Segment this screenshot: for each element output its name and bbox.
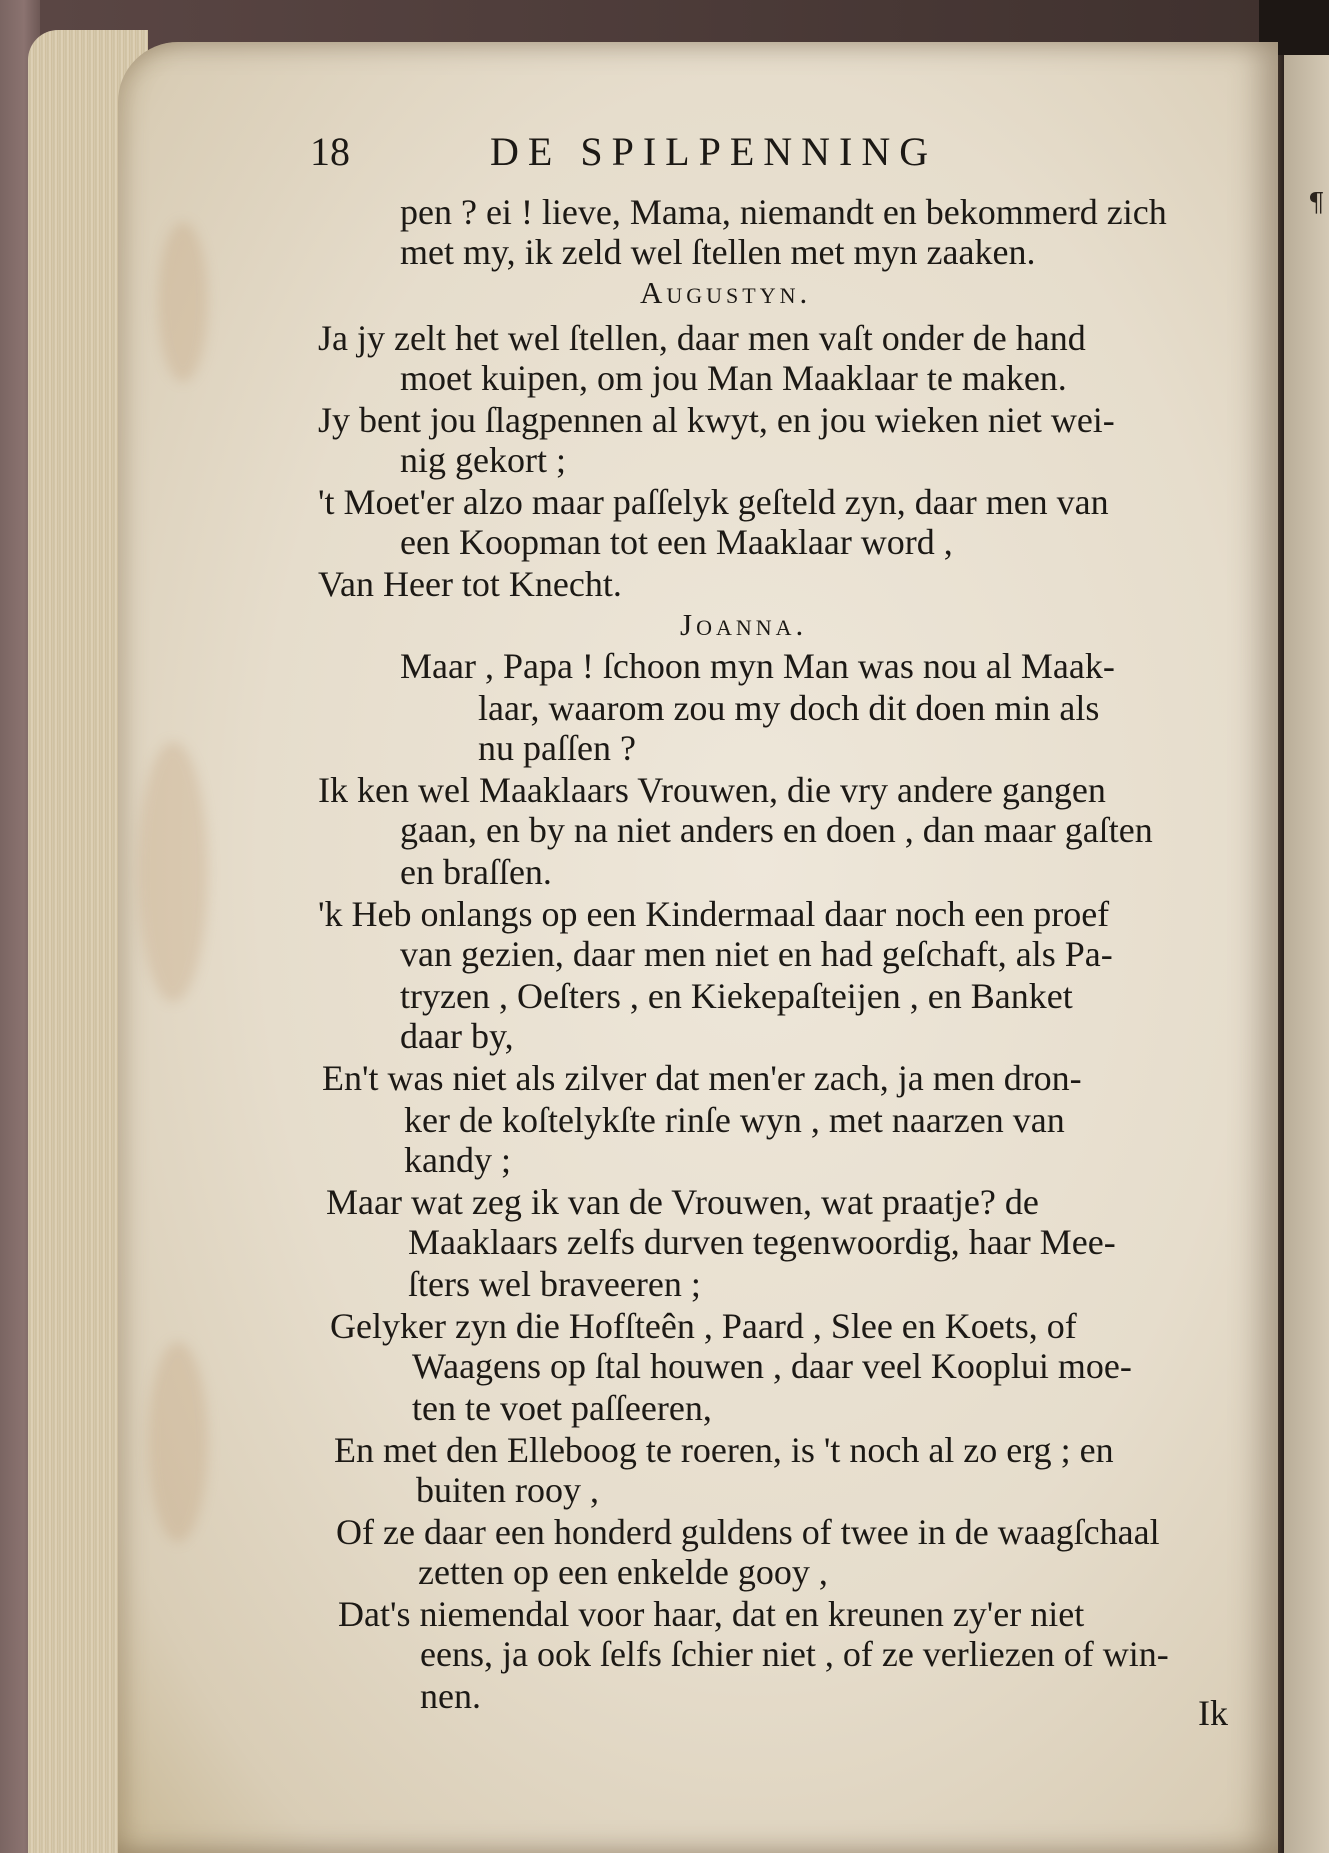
foxing-stain	[148, 1342, 208, 1542]
text-line: Maar , Papa ! ſchoon myn Man was nou al Maak-	[400, 646, 1115, 686]
text-line: Jy bent jou ſlagpennen al kwyt, en jou wieken niet wei-	[318, 400, 1115, 440]
text-line: buiten rooy ,	[416, 1470, 599, 1510]
text-line: van gezien, daar men niet en had geſchaft, als Pa-	[400, 934, 1113, 974]
text-line: pen ? ei ! lieve, Mama, niemandt en bekommerd zich	[400, 192, 1167, 232]
text-line: eens, ja ook ſelfs ſchier niet , of ze verliezen of win-	[420, 1634, 1169, 1674]
text-line: moet kuipen, om jou Man Maaklaar te maken.	[400, 358, 1067, 398]
text-line: Waagens op ſtal houwen , daar veel Kooplui moe-	[412, 1346, 1132, 1386]
text-line: Maaklaars zelfs durven tegenwoordig, haar Mee-	[408, 1222, 1116, 1262]
text-line: ſters wel braveeren ;	[408, 1264, 701, 1304]
text-line: En't was niet als zilver dat men'er zach, ja men dron-	[322, 1058, 1082, 1098]
speaker-heading: Joanna.	[680, 607, 808, 642]
text-line: nen.	[420, 1676, 481, 1716]
catchword: Ik	[1198, 1693, 1228, 1733]
text-line: 't Moet'er alzo maar paſſelyk geſteld zyn, daar men van	[318, 482, 1109, 522]
text-line: Ik ken wel Maaklaars Vrouwen, die vry andere gangen	[318, 770, 1106, 810]
text-line: nig gekort ;	[400, 440, 566, 480]
text-line: Van Heer tot Knecht.	[318, 564, 622, 604]
speaker-heading: Augustyn.	[640, 275, 812, 310]
text-line: En met den Elleboog te roeren, is 't noch al zo erg ; en	[334, 1430, 1114, 1470]
text-line: een Koopman tot een Maaklaar word ,	[400, 522, 953, 562]
text-line: ker de koſtelykſte rinſe wyn , met naarzen van	[404, 1100, 1065, 1140]
text-line: Of ze daar een honderd guldens of twee in de waagſchaal	[336, 1512, 1160, 1552]
text-line: daar by,	[400, 1016, 514, 1056]
text-line: Dat's niemendal voor haar, dat en kreunen zy'er niet	[338, 1594, 1085, 1634]
text-line: Maar wat zeg ik van de Vrouwen, wat praatje? de	[326, 1182, 1039, 1222]
text-line: 'k Heb onlangs op een Kindermaal daar noch een proef	[318, 894, 1110, 934]
text-line: en braſſen.	[400, 852, 552, 892]
text-line: kandy ;	[404, 1140, 511, 1180]
text-line: nu paſſen ?	[478, 728, 636, 768]
foxing-stain	[158, 222, 208, 382]
page-number: 18	[310, 129, 350, 174]
text-line: Gelyker zyn die Hofſteên , Paard , Slee en Koets, of	[330, 1306, 1077, 1346]
running-title: DE SPILPENNING	[490, 129, 938, 174]
text-line: gaan, en by na niet anders en doen , dan maar gaſten	[400, 810, 1153, 850]
text-line: zetten op een enkelde gooy ,	[418, 1552, 828, 1592]
text-line: tryzen , Oeſters , en Kiekepaſteijen , en Banket	[400, 976, 1073, 1016]
text-line: Ja jy zelt het wel ſtellen, daar men vaſt onder de hand	[318, 318, 1086, 358]
text-line: ten te voet paſſeeren,	[412, 1388, 712, 1428]
facing-page-mark: ¶	[1308, 188, 1325, 218]
running-head	[310, 128, 1050, 178]
foxing-stain	[138, 742, 208, 1002]
text-line: met my, ik zeld wel ſtellen met myn zaaken.	[400, 232, 1036, 272]
facing-page	[1284, 20, 1329, 1853]
text-line: laar, waarom zou my doch dit doen min als	[478, 688, 1100, 728]
